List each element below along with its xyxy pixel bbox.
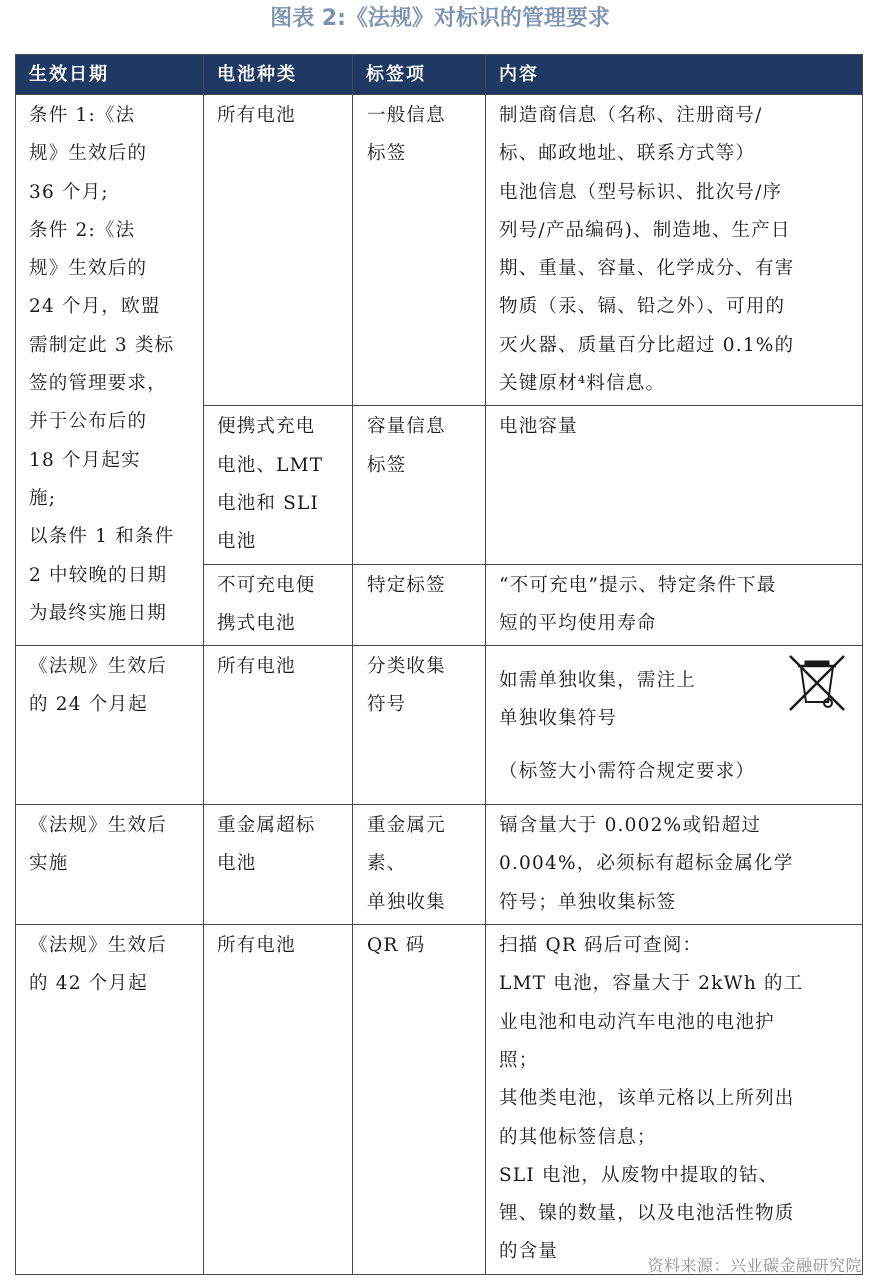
- cell-line: 电池: [217, 531, 257, 553]
- cell-line: 便携式充电: [217, 416, 316, 438]
- content-cell: [486, 406, 863, 564]
- figure-title: 图表 2:《法规》对标识的管理要求: [270, 6, 610, 31]
- cell-line: 电池: [217, 853, 257, 875]
- cell-line: 36 个月;: [29, 181, 109, 203]
- cell-line: “不可充电”提示、特定条件下最: [499, 574, 777, 596]
- cell-line: 所有电池: [217, 656, 296, 678]
- cell-line: 标签: [367, 143, 407, 165]
- label-item-cell: [353, 406, 486, 564]
- cell-line: 携式电池: [217, 612, 296, 634]
- cell-line: 如需单独收集，需注上: [499, 670, 697, 692]
- label-item-cell: [353, 805, 486, 925]
- cell-line: 24 个月，欧盟: [29, 296, 161, 318]
- cell-line: 并于公布后的: [29, 411, 148, 433]
- cell-line: 的 42 个月起: [29, 973, 148, 995]
- cell-line: 重金属元: [367, 815, 446, 837]
- cell-line: 条件 1:《法: [29, 105, 136, 126]
- cell-line: 0.004%，必须标有超标金属化学: [499, 853, 794, 875]
- content-cell: [486, 805, 863, 925]
- battery-type-cell: [204, 805, 353, 925]
- cell-line: 标签: [367, 454, 407, 476]
- cell-line: 《法规》生效后: [29, 656, 167, 678]
- cell-line: 物质（汞、镉、铅之外）、可用的: [499, 296, 786, 318]
- source-note: 资料来源：兴业碳金融研究院: [647, 1256, 862, 1275]
- cell-line: 其他类电池，该单元格以上所列出: [499, 1088, 795, 1110]
- label-item-cell: [353, 95, 486, 406]
- cell-line: 实施: [29, 853, 69, 875]
- cell-line: 《法规》生效后: [29, 935, 167, 957]
- battery-type-cell: [204, 564, 353, 646]
- cell-line: 单独收集: [367, 891, 446, 913]
- cell-line: 短的平均使用寿命: [499, 612, 657, 634]
- effective-date-cell: [16, 805, 204, 925]
- label-item-cell: [353, 925, 486, 1275]
- table-row: [16, 925, 863, 1275]
- label-item-cell: [353, 646, 486, 805]
- cell-line: 为最终实施日期: [29, 602, 167, 624]
- header-effective-date: 生效日期: [16, 55, 204, 95]
- crossed-out-wheelie-bin-icon: [784, 650, 850, 716]
- cell-line: 施;: [29, 487, 57, 509]
- label-size-note: （标签大小需符合规定要求）: [499, 760, 756, 782]
- cell-line: 规》生效后的: [29, 258, 148, 280]
- cell-line: 签的管理要求，: [29, 373, 167, 395]
- cell-line: 的其他标签信息；: [499, 1126, 657, 1148]
- battery-type-cell: [204, 646, 353, 805]
- cell-line: 期、重量、容量、化学成分、有害: [499, 258, 795, 280]
- header-battery-type: 电池种类: [204, 55, 353, 95]
- cell-line: 业电池和电动汽车电池的电池护: [499, 1011, 775, 1033]
- cell-line: 需制定此 3 类标: [29, 334, 175, 356]
- battery-type-cell: [204, 95, 353, 406]
- cell-line: 镉含量大于 0.002%或铅超过: [499, 815, 762, 837]
- cell-line: 单独收集符号: [499, 708, 618, 730]
- cell-line: 标、邮政地址、联系方式等）: [499, 143, 756, 165]
- cell-line: 重金属超标: [217, 815, 316, 837]
- effective-date-cell: [16, 95, 204, 646]
- cell-line: QR 码: [367, 935, 426, 957]
- cell-line: 分类收集: [367, 656, 446, 678]
- content-cell: [486, 646, 863, 805]
- spacer: [499, 739, 856, 753]
- effective-date-cell: [16, 925, 204, 1275]
- cell-line: 18 个月起实: [29, 449, 141, 471]
- cell-line: 条件 2:《法: [29, 219, 136, 241]
- table-row: [16, 805, 863, 925]
- cell-line: 电池信息（型号标识、批次号/序: [499, 181, 783, 203]
- cell-line: 照；: [499, 1049, 539, 1071]
- table-header-row: [16, 55, 863, 95]
- cell-line: 容量信息: [367, 416, 446, 438]
- cell-line: 电池、LMT: [217, 454, 324, 476]
- cell-line: 锂、镍的数量，以及电池活性物质: [499, 1203, 795, 1225]
- cell-line: 素、: [367, 853, 407, 875]
- cell-line: 所有电池: [217, 105, 296, 126]
- cell-line: 2 中较晚的日期: [29, 564, 168, 586]
- cell-line: LMT 电池，容量大于 2kWh 的工: [499, 973, 804, 995]
- labeling-requirements-table: [15, 54, 863, 1275]
- cell-line: 以条件 1 和条件: [29, 526, 175, 548]
- cell-line: 制造商信息（名称、注册商号/: [499, 105, 763, 126]
- cell-line: 的含量: [499, 1241, 559, 1263]
- cell-line: 灭火器、质量百分比超过 0.1%的: [499, 334, 795, 356]
- table-row: [16, 646, 863, 805]
- cell-line: 电池容量: [499, 416, 578, 438]
- cell-line: SLI 电池，从废物中提取的钴、: [499, 1164, 779, 1186]
- cell-line: 不可充电便: [217, 574, 316, 596]
- effective-date-cell: [16, 646, 204, 805]
- cell-line: 电池和 SLI: [217, 492, 320, 514]
- battery-type-cell: [204, 406, 353, 564]
- label-item-cell: [353, 564, 486, 646]
- cell-line: 规》生效后的: [29, 143, 148, 165]
- cell-line: 的 24 个月起: [29, 694, 148, 716]
- cell-line: 关键原材⁴料信息。: [499, 373, 666, 395]
- header-content: 内容: [486, 55, 863, 95]
- cell-line: 一般信息: [367, 105, 446, 126]
- battery-type-cell: [204, 925, 353, 1275]
- cell-line: 所有电池: [217, 935, 296, 957]
- cell-line: 扫描 QR 码后可查阅：: [499, 935, 703, 957]
- header-label-item: 标签项: [353, 55, 486, 95]
- cell-line: 符号；单独收集标签: [499, 891, 677, 913]
- content-cell: [486, 95, 863, 406]
- cell-line: 《法规》生效后: [29, 815, 167, 837]
- cell-line: 符号: [367, 694, 407, 716]
- content-cell: [486, 564, 863, 646]
- cell-line: 特定标签: [367, 574, 446, 596]
- table-row: [16, 95, 863, 406]
- cell-line: 列号/产品编码)、制造地、生产日: [499, 219, 791, 241]
- content-cell: [486, 925, 863, 1275]
